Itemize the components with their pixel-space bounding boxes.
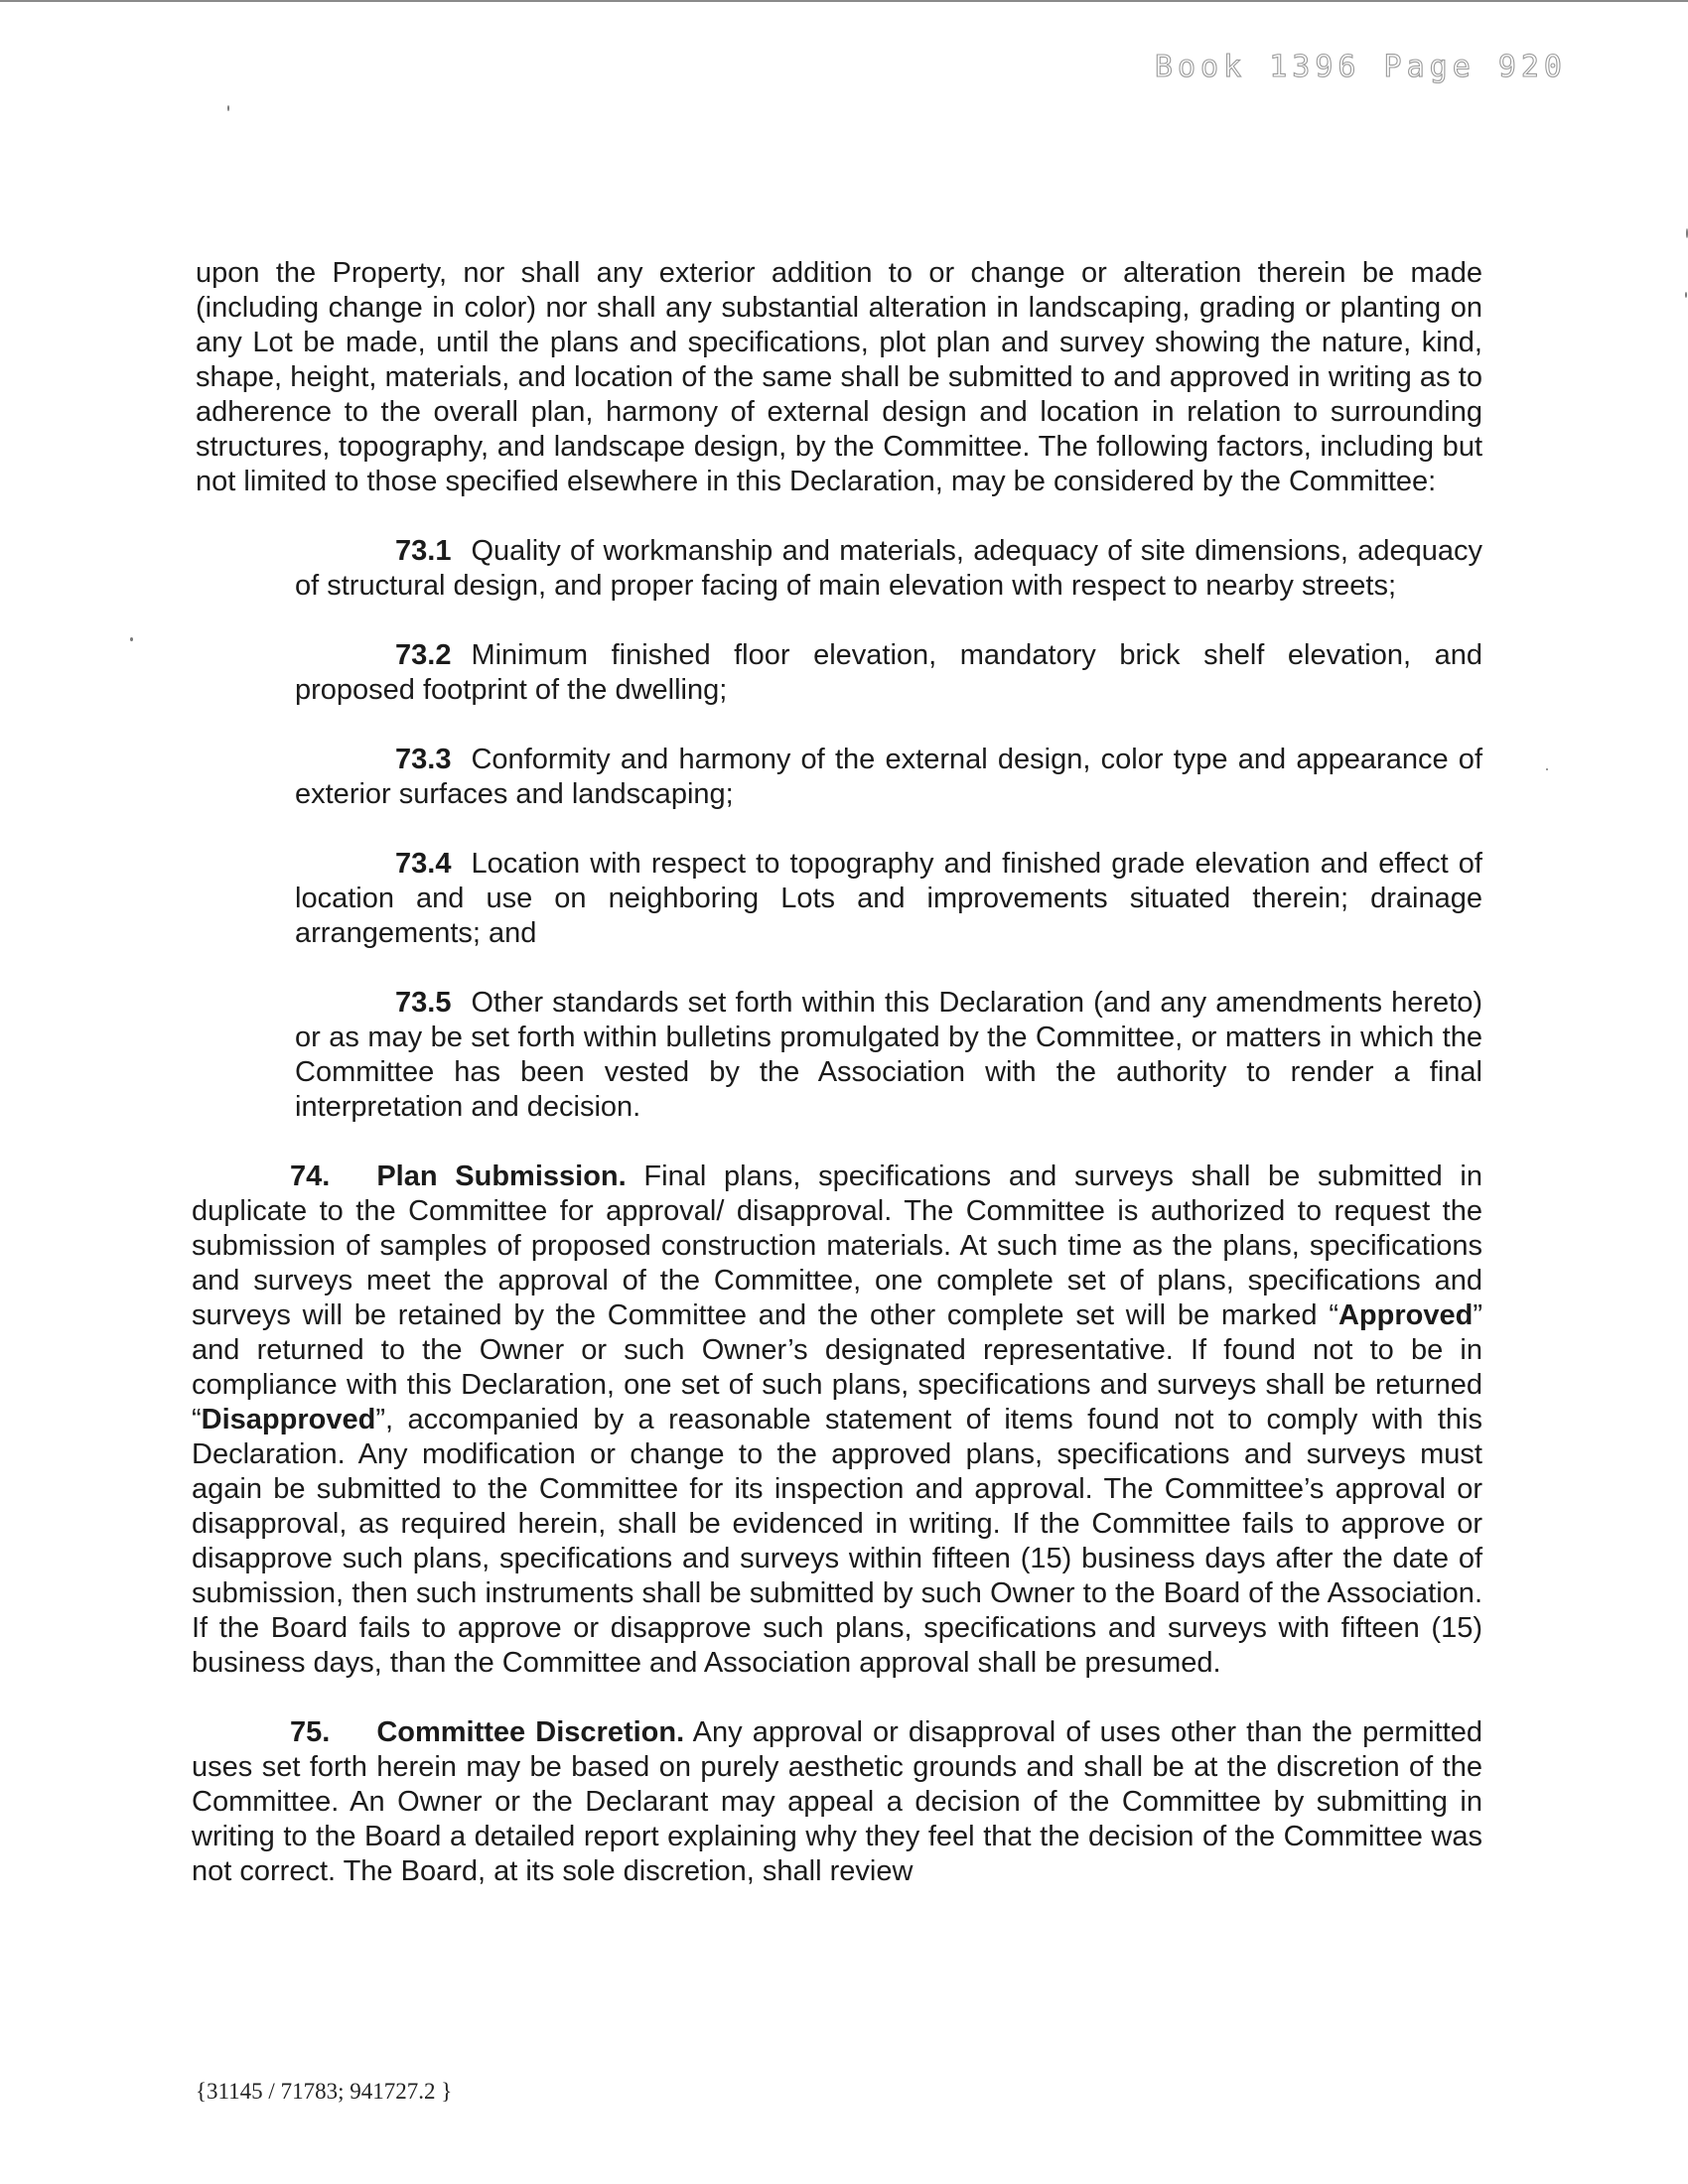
factor-text: Minimum finished floor elevation, mandatory brick shelf elevation, and proposed footprint of the dwelling; <box>295 639 1482 706</box>
factor-number: 73.2 <box>395 639 452 671</box>
document-id-footer: {31145 / 71783; 941727.2 } <box>196 2079 453 2104</box>
intro-paragraph: upon the Property, nor shall any exterior addition to or change or alteration therein be made (including change in color) nor shall any substantial alteration in landscaping, grading or planting on any Lot be made, until the plans and specifications, plot plan and survey showing the nature, kind, shape, height, materials, and location of the same shall be submitted to and approved in writing as to adherence to the overall plan, harmony of external design and location in relation to surrounding structures, topography, and landscape design, by the Committee. The following factors, including but not limited to those specified elsewhere in this Declaration, may be considered by the Committee: <box>196 257 1482 497</box>
factor-text: Conformity and harmony of the external design, color type and appearance of exterior surfaces and landscaping; <box>295 744 1482 810</box>
section-74-plan-submission <box>192 1160 1482 1681</box>
factor-text: Quality of workmanship and materials, adequacy of site dimensions, adequacy of structural design, and proper facing of main elevation with respect to nearby streets; <box>295 535 1482 602</box>
section-number: 75. <box>290 1716 331 1748</box>
scan-speck <box>1546 768 1548 770</box>
factor-item <box>295 743 1482 812</box>
section-heading: Committee Discretion. <box>376 1716 685 1748</box>
factor-item <box>295 638 1482 708</box>
factor-number: 73.3 <box>395 744 452 775</box>
factor-text: Location with respect to topography and finished grade elevation and effect of location and use on neighboring Lots and improvements situated therein; drainage arrangements; and <box>295 848 1482 949</box>
factor-item <box>295 847 1482 951</box>
factor-number: 73.1 <box>395 535 452 567</box>
section-text: ” and returned to the Owner or such Owner’s designated representative. If found not to be in compliance with this Declaration, one set of such plans, specifications and surveys shall be returned “ <box>192 1299 1482 1435</box>
approved-term: Approved <box>1337 1299 1474 1331</box>
section-number: 74. <box>290 1160 331 1192</box>
factor-item <box>295 986 1482 1125</box>
section-text: Final plans, specifications and surveys shall be submitted in duplicate to the Committee for approval/ disapproval. The Committee is authorized to request the submission of samples of proposed construction materials. At such time as the plans, specifications and surveys meet the approval of the Committee, one complete set of plans, specifications and surveys will be retained by the Committee and the other complete set will be marked “ <box>192 1160 1482 1331</box>
factor-item <box>295 534 1482 604</box>
book-page-stamp: Book 1396 Page 920 <box>1154 50 1567 84</box>
scan-speck <box>130 637 133 641</box>
section-text: Any approval or disapproval of uses other than the permitted uses set forth herein may be based on purely aesthetic grounds and shall be at the discretion of the Committee. An Owner or the Declarant may appeal a decision of the Committee by submitting in writing to the Board a detailed report explaining why they feel that the decision of the Committee was not correct. The Board, at its sole discretion, shall review <box>192 1716 1482 1887</box>
document-body <box>192 256 1482 1889</box>
section-text: ”, accompanied by a reasonable statement of items found not to comply with this Declaration. Any modification or change to the approved plans, specifications and surveys must again be submitted to the Committee for its inspection and approval. The Committee’s approval or disapproval, as required herein, shall be evidenced in writing. If the Committee fails to approve or disapprove such plans, specifications and surveys within fifteen (15) business days after the date of submission, then such instruments shall be submitted by such Owner to the Board of the Association. If the Board fails to approve or disapprove such plans, specifications and surveys with fifteen (15) business days, than the Committee and Association approval shall be presumed. <box>192 1404 1482 1679</box>
factor-number: 73.4 <box>395 848 452 880</box>
factor-number: 73.5 <box>395 987 452 1019</box>
disapproved-term: Disapproved <box>201 1404 376 1435</box>
section-75-committee-discretion <box>192 1715 1482 1889</box>
scan-speck <box>227 105 229 111</box>
factor-text: Other standards set forth within this Declaration (and any amendments hereto) or as may be set forth within bulletins promulgated by the Committee, or matters in which the Committee has been vested by the Association with the authority to render a final interpretation and decision. <box>295 987 1482 1123</box>
scan-speck <box>1685 292 1687 298</box>
section-heading: Plan Submission. <box>376 1160 627 1192</box>
